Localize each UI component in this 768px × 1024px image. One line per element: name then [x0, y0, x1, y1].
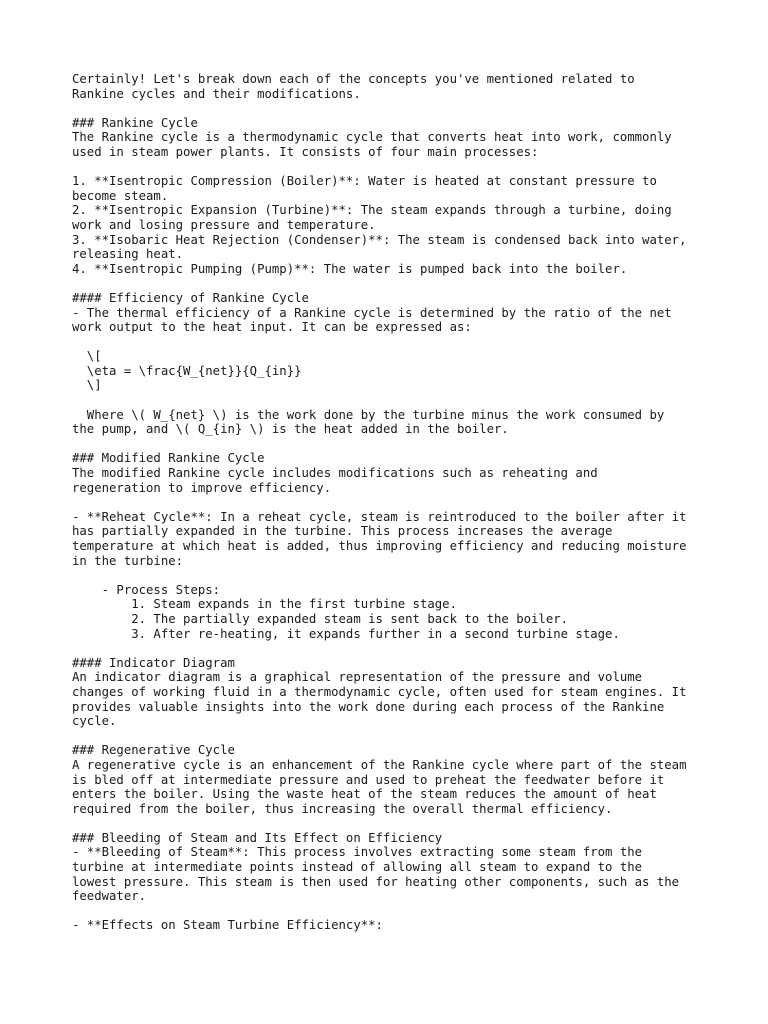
blank-line	[72, 641, 712, 656]
blank-line	[72, 437, 712, 452]
heading-efficiency: #### Efficiency of Rankine Cycle	[72, 290, 309, 305]
list-item: 4. **Isentropic Pumping (Pump)**: The water is pumped back into the boiler.	[72, 261, 628, 276]
list-item: 3. After re-heating, it expands further in a second turbine stage.	[72, 626, 620, 641]
text-line: A regenerative cycle is an enhancement of the Rankine cycle where part of the steam	[72, 757, 687, 772]
blank-line	[72, 904, 712, 919]
text-line: releasing heat.	[72, 247, 184, 262]
document-body	[72, 72, 712, 933]
text-line: cycle.	[72, 714, 117, 729]
text-line: work and losing pressure and temperature.	[72, 217, 376, 232]
text-line: the pump, and \( Q_{in} \) is the heat added in the boiler.	[72, 422, 509, 437]
text-line: provides valuable insights into the work done during each process of the Rankine	[72, 699, 665, 714]
list-item: - **Bleeding of Steam**: This process involves extracting some steam from the	[72, 845, 643, 860]
text-line: The modified Rankine cycle includes modifications such as reheating and	[72, 466, 598, 481]
list-item: 1. Steam expands in the first turbine stage.	[72, 597, 457, 612]
heading-modified-rankine: ### Modified Rankine Cycle	[72, 451, 265, 466]
list-item: 1. **Isentropic Compression (Boiler)**: Water is heated at constant pressure to	[72, 174, 657, 189]
text-line: The Rankine cycle is a thermodynamic cycle that converts heat into work, commonly	[72, 130, 672, 145]
list-item: - **Effects on Steam Turbine Efficiency**:	[72, 918, 383, 933]
blank-line	[72, 101, 712, 116]
text-line: is bled off at intermediate pressure and used to preheat the feedwater before it	[72, 772, 665, 787]
text-line: enters the boiler. Using the waste heat of the steam reduces the amount of heat	[72, 787, 657, 802]
blank-line	[72, 495, 712, 510]
heading-bleeding-of-steam: ### Bleeding of Steam and Its Effect on Efficiency	[72, 830, 443, 845]
text-line: required from the boiler, thus increasing the overall thermal efficiency.	[72, 801, 613, 816]
heading-rankine-cycle: ### Rankine Cycle	[72, 115, 198, 130]
text-line: in the turbine:	[72, 553, 184, 568]
text-line: has partially expanded in the turbine. This process increases the average	[72, 524, 613, 539]
blank-line	[72, 160, 712, 175]
text-line: used in steam power plants. It consists of four main processes:	[72, 144, 539, 159]
text-line: Rankine cycles and their modifications.	[72, 86, 361, 101]
text-line: lowest pressure. This steam is then used for heating other components, such as the	[72, 874, 680, 889]
text-line: changes of working fluid in a thermodynamic cycle, often used for steam engines. It	[72, 684, 687, 699]
blank-line	[72, 568, 712, 583]
list-item: - Process Steps:	[72, 582, 221, 597]
list-item: - The thermal efficiency of a Rankine cycle is determined by the ratio of the net	[72, 305, 672, 320]
formula-line: \[	[72, 349, 102, 364]
blank-line	[72, 729, 712, 744]
list-item: - **Reheat Cycle**: In a reheat cycle, steam is reintroduced to the boiler after it	[72, 509, 687, 524]
text-line: turbine at intermediate points instead of allowing all steam to expand to the	[72, 860, 643, 875]
text-line: feedwater.	[72, 889, 147, 904]
text-line: become steam.	[72, 188, 169, 203]
blank-line	[72, 335, 712, 350]
blank-line	[72, 816, 712, 831]
text-line: regeneration to improve efficiency.	[72, 480, 332, 495]
formula-line: \]	[72, 378, 102, 393]
heading-regenerative-cycle: ### Regenerative Cycle	[72, 743, 235, 758]
text-line: Where \( W_{net} \) is the work done by the turbine minus the work consumed by	[72, 407, 665, 422]
text-line: Certainly! Let's break down each of the concepts you've mentioned related to	[72, 72, 635, 86]
text-line: temperature at which heat is added, thus improving efficiency and reducing moisture	[72, 539, 687, 553]
text-line: An indicator diagram is a graphical representation of the pressure and volume	[72, 670, 643, 685]
blank-line	[72, 393, 712, 408]
formula-line: \eta = \frac{W_{net}}{Q_{in}}	[72, 363, 302, 378]
list-item: 2. The partially expanded steam is sent back to the boiler.	[72, 611, 569, 626]
list-item: 2. **Isentropic Expansion (Turbine)**: The steam expands through a turbine, doing	[72, 203, 672, 218]
blank-line	[72, 276, 712, 291]
list-item: 3. **Isobaric Heat Rejection (Condenser)**: The steam is condensed back into water,	[72, 232, 687, 247]
text-line: work output to the heat input. It can be expressed as:	[72, 320, 472, 335]
heading-indicator-diagram: #### Indicator Diagram	[72, 655, 235, 670]
